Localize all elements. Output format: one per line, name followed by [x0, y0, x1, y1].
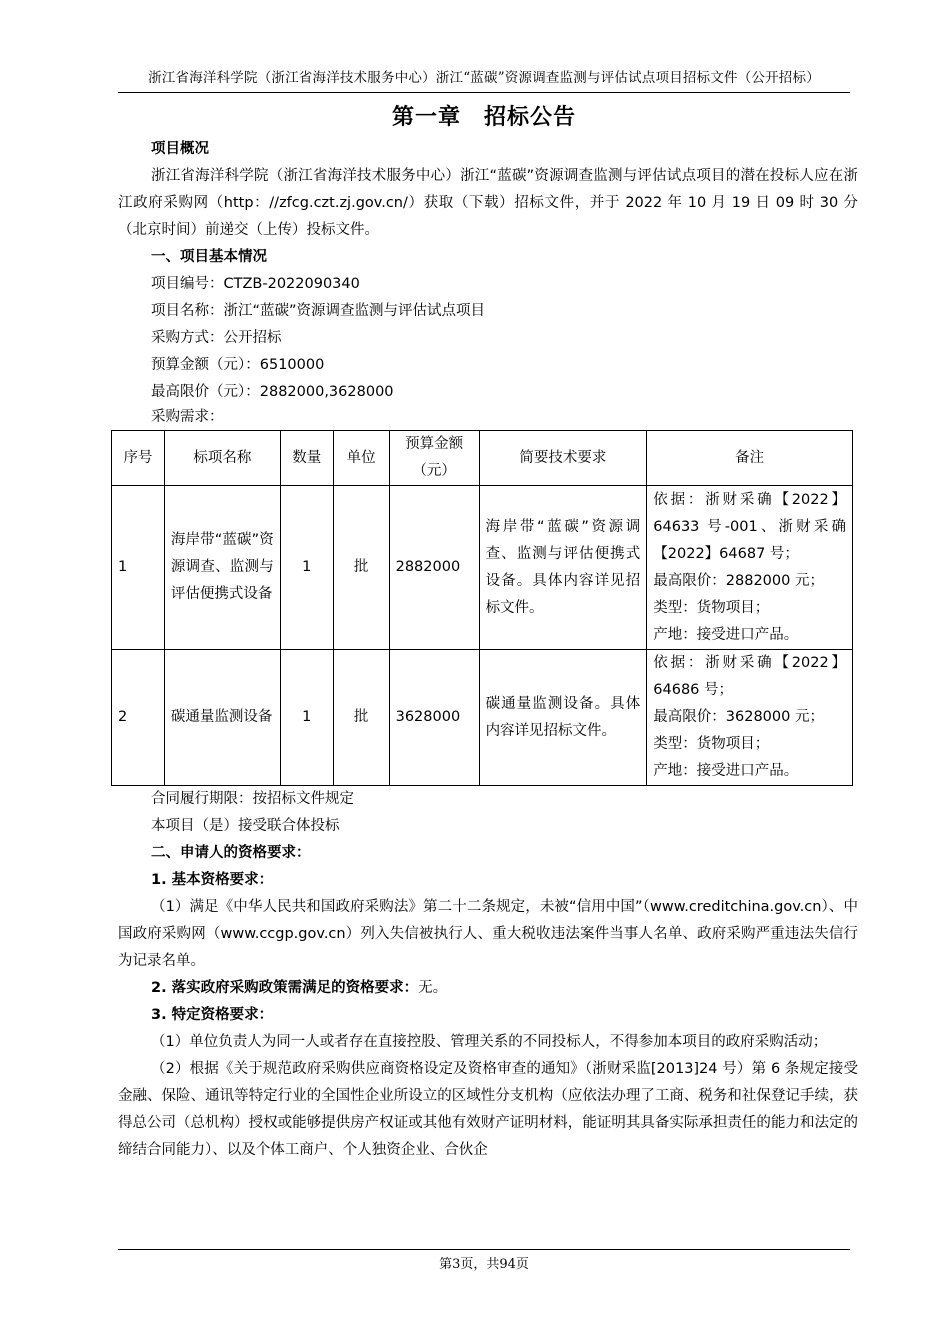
procurement-method: 采购方式：公开招标 — [151, 330, 282, 346]
basic-qualification-text: （1）满足《中华人民共和国政府采购法》第二十二条规定，未被“信用中国”（www.creditchina.gov.cn）、中国政府采购网（www.ccgp.gov.cn）列入失信被执行人、重大税收违法案件当事人名单、政府采购严重违法失信行为记录名单。 — [118, 899, 858, 969]
cell-tech: 海岸带“蓝碳”资源调查、监测与评估便携式设备。具体内容详见招标文件。 — [479, 486, 647, 650]
section1-heading: 一、项目基本情况 — [151, 249, 267, 265]
policy-qualification-heading: 2. 落实政府采购政策需满足的资格要求： — [151, 980, 419, 996]
cell-name: 海岸带“蓝碳”资源调查、监测与评估便携式设备 — [164, 486, 280, 650]
consortium-note: 本项目（是）接受联合体投标 — [151, 818, 340, 834]
overview-heading: 项目概况 — [151, 141, 209, 157]
table-row — [112, 486, 853, 650]
col-header-budget: 预算金额（元） — [389, 431, 479, 486]
page-number: 第3页，共94页 — [439, 1257, 529, 1272]
chapter-title: 第一章 招标公告 — [391, 105, 576, 130]
procurement-table — [111, 430, 853, 786]
col-header-unit: 单位 — [333, 431, 389, 486]
remark-line: 类型：货物项目； — [653, 736, 770, 752]
cell-budget: 3628000 — [389, 650, 479, 786]
document-body — [118, 136, 858, 1164]
table-row — [112, 650, 853, 786]
basic-qualification-heading: 1. 基本资格要求： — [151, 872, 274, 888]
remark-line: 依据：浙财采确【2022】64633 号-001、浙财采确【2022】64687 号； — [653, 491, 846, 562]
cell-qty: 1 — [280, 650, 333, 786]
procurement-demand-label: 采购需求： — [151, 409, 224, 425]
project-name: 项目名称：浙江“蓝碳”资源调查监测与评估试点项目 — [151, 303, 486, 319]
col-header-tech: 简要技术要求 — [479, 431, 647, 486]
cell-unit: 批 — [333, 486, 389, 650]
cell-budget: 2882000 — [389, 486, 479, 650]
footer-divider — [118, 1249, 850, 1250]
page-header: 浙江省海洋科学院（浙江省海洋技术服务中心）浙江“蓝碳”资源调查监测与评估试点项目招标文件（公开招标） — [148, 70, 820, 86]
cell-remark — [647, 486, 853, 650]
col-header-remark: 备注 — [647, 431, 853, 486]
cell-unit: 批 — [333, 650, 389, 786]
remark-line: 最高限价：2882000 元； — [653, 572, 824, 589]
cell-no: 1 — [112, 486, 165, 650]
remark-line: 最高限价：3628000 元； — [653, 709, 824, 725]
special-qualification-heading: 3. 特定资格要求： — [151, 1007, 274, 1023]
remark-line: 类型：货物项目； — [653, 599, 770, 616]
remark-line: 产地：接受进口产品。 — [653, 626, 799, 643]
remark-line: 产地：接受进口产品。 — [653, 763, 799, 779]
cell-name: 碳通量监测设备 — [164, 650, 280, 786]
overview-text: 浙江省海洋科学院（浙江省海洋技术服务中心）浙江“蓝碳”资源调查监测与评估试点项目的潜在投标人应在浙江政府采购网（http：//zfcg.czt.zj.gov.cn/）获取（下载）招标文件，并于 2022 年 10 月 19 日 09 时 30 分（北京时间）前递交（上传）投标文件。 — [118, 168, 858, 238]
cell-no: 2 — [112, 650, 165, 786]
cell-tech: 碳通量监测设备。具体内容详见招标文件。 — [479, 650, 647, 786]
table-header-row — [112, 431, 853, 486]
contract-period: 合同履行期限：按招标文件规定 — [151, 791, 354, 807]
max-price: 最高限价（元）：2882000,3628000 — [151, 384, 394, 400]
remark-line: 依据：浙财采确【2022】64686 号； — [653, 655, 846, 698]
col-header-no: 序号 — [112, 431, 165, 486]
col-header-qty: 数量 — [280, 431, 333, 486]
special-qualification-1: （1）单位负责人为同一人或者存在直接控股、管理关系的不同投标人，不得参加本项目的政府采购活动； — [151, 1034, 828, 1050]
cell-qty: 1 — [280, 486, 333, 650]
policy-qualification-value: 无。 — [418, 980, 448, 996]
section2-heading: 二、申请人的资格要求： — [151, 845, 311, 861]
special-qualification-2: （2）根据《关于规范政府采购供应商资格设定及资格审查的通知》（浙财采监[2013]24 号）第 6 条规定接受金融、保险、通讯等特定行业的全国性企业所设立的区域性分支机构（应依法办理了工商、税务和社保登记手续，获得总公司（总机构）授权或能够提供房产权证或其他有效财产证明材料，能证明其具备实际承担责任的能力和法定的缔结合同能力）、以及个体工商户、个人独资企业、合伙企 — [118, 1061, 858, 1158]
policy-qualification — [118, 975, 858, 1002]
cell-remark — [647, 650, 853, 786]
project-number: 项目编号：CTZB-2022090340 — [151, 276, 360, 292]
col-header-name: 标项名称 — [164, 431, 280, 486]
budget-amount: 预算金额（元）：6510000 — [151, 357, 325, 373]
header-divider — [118, 92, 850, 93]
